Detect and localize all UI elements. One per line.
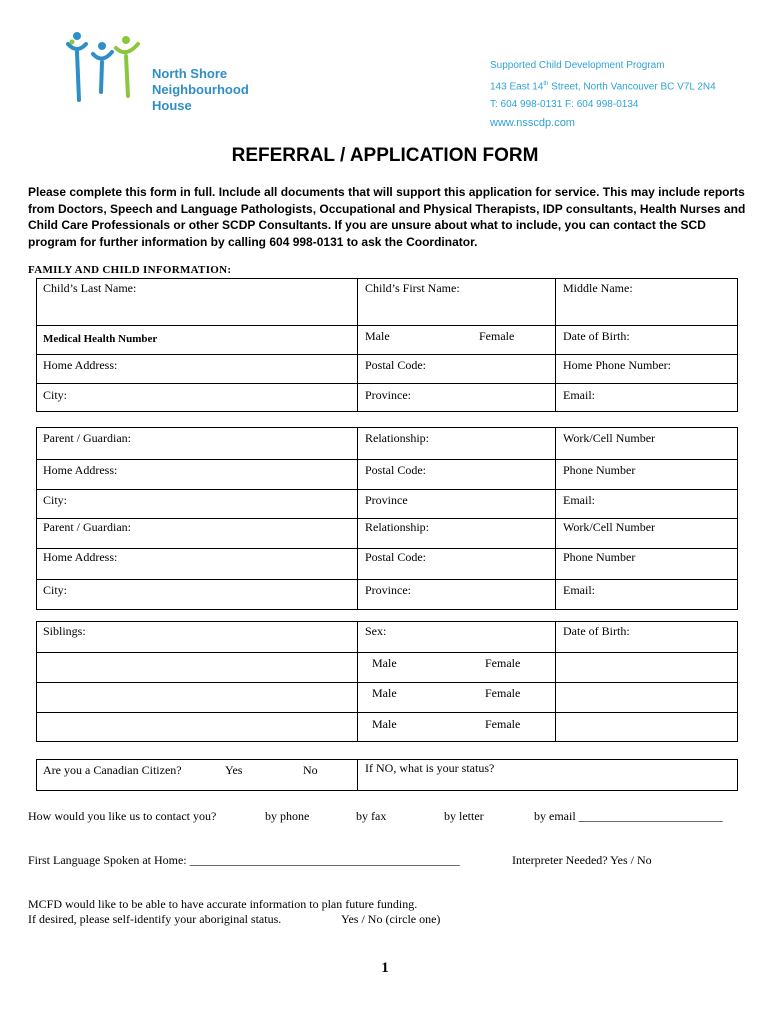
org-contact-block: [490, 57, 716, 132]
guardian1-home-address-field[interactable]: Home Address:: [43, 463, 118, 477]
table-row: [37, 354, 737, 384]
table-row: [37, 712, 737, 743]
mcfd-note: MCFD would like to be able to have accurate information to plan future funding.: [28, 897, 418, 911]
guardian2-city-field[interactable]: City:: [43, 583, 68, 597]
child-last-name-field[interactable]: Child’s Last Name:: [43, 281, 137, 295]
table-row: [37, 518, 737, 549]
sibling3-male-option[interactable]: Male: [372, 717, 397, 731]
interpreter-needed-option[interactable]: Interpreter Needed? Yes / No: [512, 853, 652, 867]
guardian2-home-address-field[interactable]: Home Address:: [43, 550, 118, 564]
guardian1-province-field[interactable]: Province: [365, 493, 408, 507]
aboriginal-status-option[interactable]: Yes / No (circle one): [341, 912, 441, 926]
citizen-status-field[interactable]: If NO, what is your status?: [365, 761, 495, 775]
guardian1-phone-field[interactable]: Phone Number: [563, 463, 636, 477]
program-name: Supported Child Development Program: [490, 60, 665, 71]
child-middle-name-field[interactable]: Middle Name:: [563, 281, 633, 295]
sibling-sex-header: Sex:: [365, 624, 387, 638]
org-phone-fax: T: 604 998-0131 F: 604 998-0134: [490, 99, 639, 111]
table-row: [37, 682, 737, 713]
table-row: [37, 279, 737, 325]
guardian1-city-field[interactable]: City:: [43, 493, 68, 507]
guardian1-postal-code-field[interactable]: Postal Code:: [365, 463, 427, 477]
sibling3-female-option[interactable]: Female: [485, 717, 521, 731]
sibling2-female-option[interactable]: Female: [485, 686, 521, 700]
guardian2-postal-code-field[interactable]: Postal Code:: [365, 550, 427, 564]
table-row: [37, 383, 737, 413]
contact-by-phone-option[interactable]: by phone: [265, 809, 310, 823]
child-dob-field[interactable]: Date of Birth:: [563, 329, 630, 343]
guardian2-email-field[interactable]: Email:: [563, 583, 595, 597]
child-province-field[interactable]: Province:: [365, 388, 411, 402]
org-address: 143 East 14th Street, North Vancouver BC V7L 2N4: [490, 81, 716, 93]
child-male-option[interactable]: Male: [365, 329, 390, 343]
child-home-phone-field[interactable]: Home Phone Number:: [563, 358, 671, 372]
org-name-line1: North Shore: [152, 66, 228, 81]
section-title: FAMILY AND CHILD INFORMATION:: [28, 264, 232, 276]
siblings-table: [36, 621, 738, 742]
child-first-name-field[interactable]: Child’s First Name:: [365, 281, 460, 295]
table-row: [37, 325, 737, 355]
child-email-field[interactable]: Email:: [563, 388, 595, 402]
contact-by-email-field[interactable]: by email ________________________: [534, 809, 723, 823]
sibling-dob-header: Date of Birth:: [563, 624, 630, 638]
contact-by-fax-option[interactable]: by fax: [356, 809, 387, 823]
guardian2-name-field[interactable]: Parent / Guardian:: [43, 520, 131, 534]
guardian2-work-cell-field[interactable]: Work/Cell Number: [563, 520, 656, 534]
guardian2-province-field[interactable]: Province:: [365, 583, 411, 597]
citizen-yes-option[interactable]: Yes: [225, 763, 243, 777]
guardian1-name-field[interactable]: Parent / Guardian:: [43, 431, 131, 445]
aboriginal-status-prompt: If desired, please self-identify your aboriginal status.: [28, 912, 282, 926]
guardian1-email-field[interactable]: Email:: [563, 493, 595, 507]
org-website[interactable]: www.nsscdp.com: [490, 117, 575, 130]
sibling1-female-option[interactable]: Female: [485, 656, 521, 670]
page-number: 1: [381, 960, 389, 976]
guardian-info-table: [36, 427, 738, 610]
table-row: [37, 579, 737, 611]
table-row: [37, 428, 737, 459]
sibling2-male-option[interactable]: Male: [372, 686, 397, 700]
form-instructions: Please complete this form in full. Include all documents that will support this application for service. This may include reports from Doctors, Speech and Language Pathologists, Occupational and Physical Therapists, IDP consultants, Health Nurses and Child Care Professionals or other SCDP Consultants. If you are unsure about what to include, you can contact the SCD program for further information by calling 604 998-0131 to ask the Coordinator.: [28, 185, 746, 249]
table-row: [37, 622, 737, 652]
org-name-line2: Neighbourhood: [152, 82, 249, 97]
health-number-field[interactable]: Medical Health Number: [43, 333, 158, 345]
contact-preference-question: How would you like us to contact you?: [28, 809, 217, 823]
child-info-table: [36, 278, 738, 412]
child-city-field[interactable]: City:: [43, 388, 68, 402]
form-title: REFERRAL / APPLICATION FORM: [231, 145, 539, 166]
citizen-question: Are you a Canadian Citizen?: [43, 763, 182, 777]
guardian1-relationship-field[interactable]: Relationship:: [365, 431, 429, 445]
table-row: [37, 548, 737, 580]
citizenship-table: [36, 759, 738, 791]
table-row: [37, 459, 737, 490]
first-language-field[interactable]: First Language Spoken at Home: _____________________________________________: [28, 853, 460, 867]
sibling1-male-option[interactable]: Male: [372, 656, 397, 670]
contact-by-letter-option[interactable]: by letter: [444, 809, 484, 823]
table-row: [37, 489, 737, 519]
child-home-address-field[interactable]: Home Address:: [43, 358, 118, 372]
guardian1-work-cell-field[interactable]: Work/Cell Number: [563, 431, 656, 445]
child-female-option[interactable]: Female: [479, 329, 515, 343]
org-name: [152, 66, 249, 114]
guardian2-relationship-field[interactable]: Relationship:: [365, 520, 429, 534]
table-row: [37, 652, 737, 683]
org-name-line3: House: [152, 98, 192, 113]
guardian2-phone-field[interactable]: Phone Number: [563, 550, 636, 564]
citizen-no-option[interactable]: No: [303, 763, 318, 777]
siblings-field[interactable]: Siblings:: [43, 624, 86, 638]
child-postal-code-field[interactable]: Postal Code:: [365, 358, 427, 372]
